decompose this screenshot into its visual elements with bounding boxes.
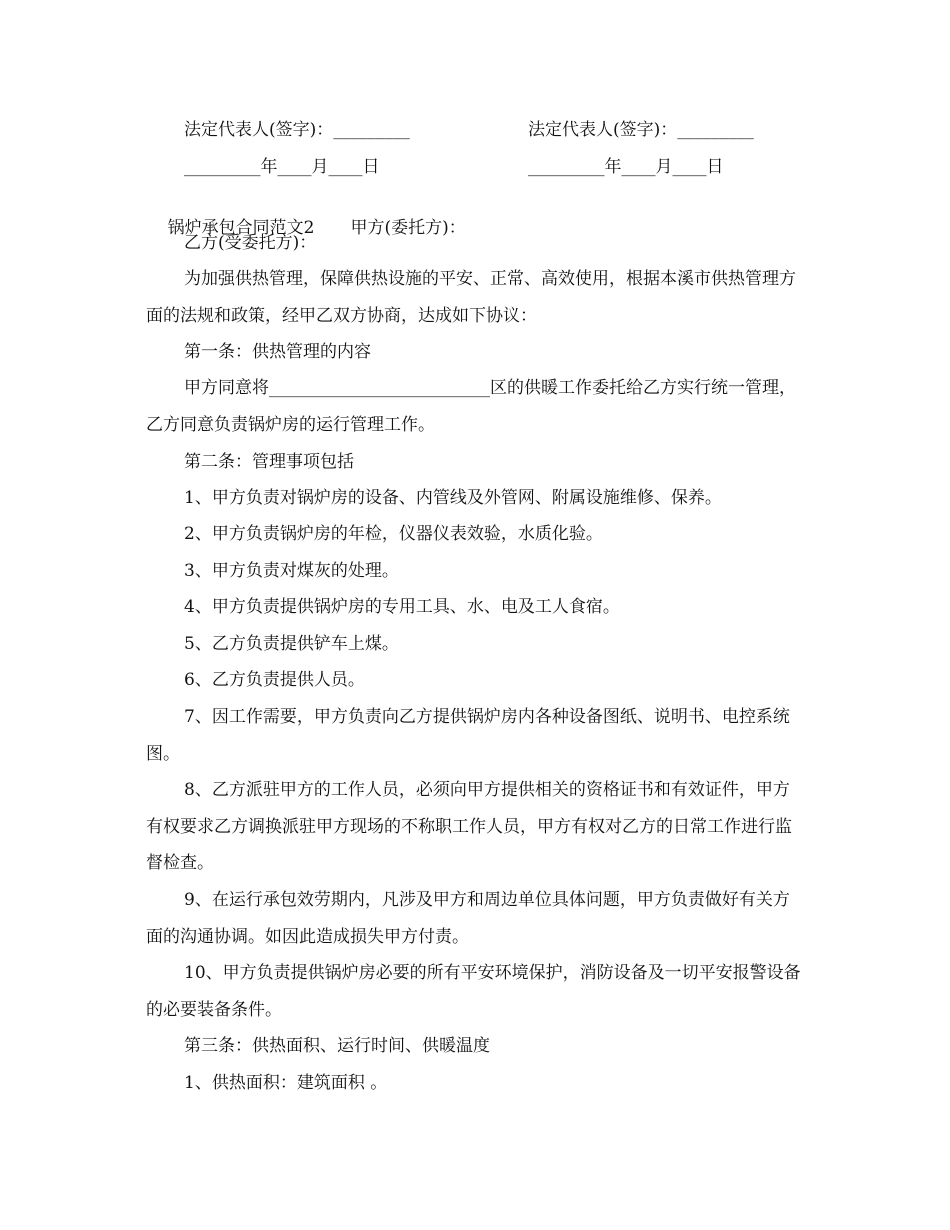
article-1-heading: 第一条：供热管理的内容 [184,342,371,362]
left-signature-line: 法定代表人(签字)：_________ [184,120,410,140]
list-item: 3、甲方负责对煤灰的处理。 [184,561,399,581]
preamble-paragraph: 为加强供热管理，保障供热设施的平安、正常、高效使用，根据本溪市供热管理方面的法规和政策，经甲乙双方协商，达成如下协议： [146,269,796,326]
list-item: 4、甲方负责提供锅炉房的专用工具、水、电及工人食宿。 [184,597,620,617]
list-item: 1、甲方负责对锅炉房的设备、内管线及外管网、附属设施维修、保养。 [184,488,722,508]
party-b-label: 乙方(受委托方)： [184,233,317,253]
list-item: 2、甲方负责锅炉房的年检，仪器仪表效验，水质化验。 [184,524,603,544]
list-item: 1、供热面积：建筑面积 。 [184,1073,388,1093]
right-signature-line: 法定代表人(签字)：_________ [528,120,754,140]
article-1-paragraph: 甲方同意将__________________________区的供暖工作委托给乙方实行统一管理，乙方同意负责锅炉房的运行管理工作。 [146,378,796,435]
list-item: 10、甲方负责提供锅炉房必要的所有平安环境保护，消防设备及一切平安报警设备的必要装备条件。 [146,963,801,1020]
party-a-label: 甲方(委托方)： [350,218,466,238]
list-item: 7、因工作需要，甲方负责向乙方提供锅炉房内各种设备图纸、说明书、电控系统图。 [146,707,790,764]
article-2-heading: 第二条：管理事项包括 [184,452,354,472]
right-date-line: _________年____月____日 [528,157,724,177]
list-item: 9、在运行承包效劳期内，凡涉及甲方和周边单位具体问题，甲方负责做好有关方面的沟通协调。如因此造成损失甲方付责。 [146,890,790,947]
list-item: 5、乙方负责提供铲车上煤。 [184,634,399,654]
list-item: 6、乙方负责提供人员。 [184,670,365,690]
article-3-heading: 第三条：供热面积、运行时间、供暖温度 [184,1036,490,1056]
list-item: 8、乙方派驻甲方的工作人员，必须向甲方提供相关的资格证书和有效证件，甲方有权要求乙方调换派驻甲方现场的不称职工作人员，甲方有权对乙方的日常工作进行监督检查。 [146,780,792,873]
left-date-line: _________年____月____日 [184,157,380,177]
contract-title: 锅炉承包合同范文2 [167,218,315,238]
